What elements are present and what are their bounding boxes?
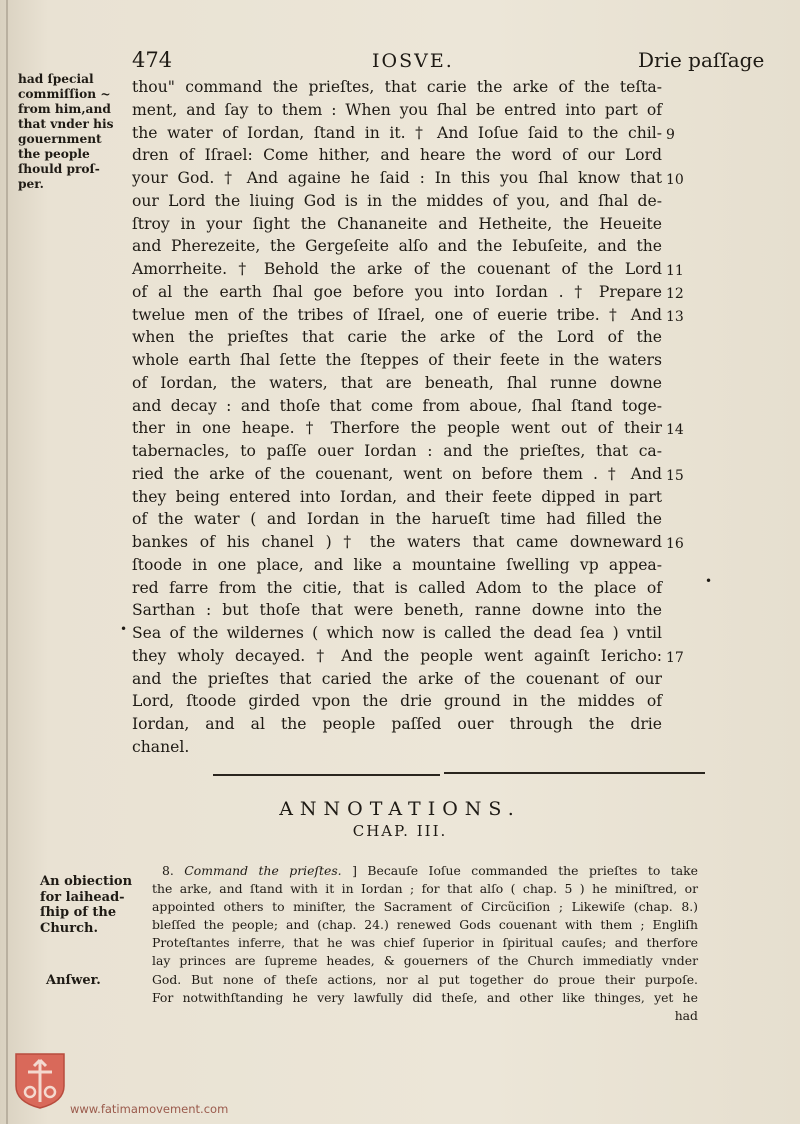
margin-mark: • <box>120 622 128 636</box>
side-note-line: gouernment <box>18 132 102 146</box>
side-note-answer: Anſwer. <box>46 973 101 988</box>
annotations-heading: ANNOTATIONS. <box>279 798 521 820</box>
running-head: Drie paſſage <box>638 48 765 72</box>
annotation-text <box>152 862 698 1025</box>
divider-rule <box>444 772 705 774</box>
text-line: chanel. <box>132 737 190 756</box>
text-line: and decay : and thoſe that come from aboue, ſhal ſtand toge- <box>132 396 662 415</box>
text-line: red farre from the citie, that is called Adom to the place of <box>132 578 662 597</box>
text-line: of Iordan, the waters, that are beneath, ſhal runne downe <box>132 373 662 392</box>
text-line: they being entered into Iordan, and their feete dipped in part <box>132 487 662 506</box>
verse-number: 12 <box>666 285 684 302</box>
watermark-link[interactable]: www.fatimamovement.com <box>70 1102 229 1116</box>
text-line: and the prieſtes that caried the arke of the couenant of our <box>132 669 662 688</box>
text-line: bankes of his chanel ) † the waters that came downeward <box>132 533 662 551</box>
annotation-line: God. But none of theſe actions, nor al put together do proue their purpoſe. <box>152 971 698 987</box>
verse-number: 15 <box>666 467 684 484</box>
side-note-line: ſhould proſ- <box>18 162 100 176</box>
side-note-commission <box>18 72 130 192</box>
verse-number: 13 <box>666 308 684 325</box>
annotation-line: For notwithſtanding he very lawfully did theſe, and other like thinges, yet he <box>152 989 698 1005</box>
fatima-shield-logo-icon[interactable] <box>14 1052 66 1110</box>
text-line: ſtoode in one place, and like a mountaine ſwelling vp appea- <box>132 555 662 574</box>
text-line: and Pherezeite, the Gergeſeite alſo and the Iebuſeite, and the <box>132 237 662 256</box>
text-line: your God. † And againe he ſaid : In this you ſhal know that <box>132 169 662 187</box>
text-line: the water of Iordan, ſtand in it. † And Ioſue ſaid to the chil- <box>132 123 662 142</box>
text-line: thou" command the prieſtes, that carie the arke of the teſta- <box>132 78 662 96</box>
text-line: ried the arke of the couenant, went on before them . † And <box>132 464 662 483</box>
note-number: 8. <box>162 863 185 878</box>
verse-number: 9 <box>666 126 675 143</box>
side-note-line: ſhip of the <box>40 905 117 920</box>
text-line: of al the earth ſhal goe before you into Iordan . † Prepare <box>132 282 662 301</box>
text-line: whole earth ſhal ſette the ſteppes of their feete in the waters <box>132 351 662 369</box>
side-note-line: commiſſion ~ <box>18 87 111 101</box>
text-line: dren of Iſrael: Come hither, and heare the word of our Lord <box>132 146 662 165</box>
text-line: Sarthan : but thoſe that were beneth, ranne downe into the <box>132 601 662 620</box>
annotation-line: bleſſed the people; and (chap. 24.) renewed Gods couenant with them ; Engliſh <box>152 917 698 933</box>
text-line: ſtroy in your ſight the Chananeite and Hetheite, the Heueite <box>132 214 662 233</box>
annotation-line: Proteſtantes inferre, that he was chief ſuperior in ſpiritual cauſes; and therfore <box>152 935 698 951</box>
text-line: Lord, ſtoode girded vpon the drie ground in the middes of <box>132 692 662 711</box>
annotation-line: lay princes are ſupreme heades, & gouerners of the Church immediatly vnder <box>152 953 698 969</box>
text-line: they wholy decayed. † And the people went againſt Iericho: <box>132 646 662 665</box>
verse-number: 16 <box>666 536 684 552</box>
side-note-line: for laihead- <box>40 889 125 905</box>
side-note-objection <box>40 874 150 936</box>
page-spine-line <box>6 0 8 1124</box>
text-line: ther in one heape. † Therfore the people went out of their <box>132 419 662 438</box>
running-title: IOSVE. <box>372 50 454 72</box>
side-note-line: from him,and <box>18 102 111 116</box>
text-line: Sea of the wildernes ( which now is called the dead ſea ) vntil <box>132 624 662 642</box>
side-note-line: the people <box>18 147 90 161</box>
text-line: when the prieſtes that carie the arke of the Lord of the <box>132 328 662 347</box>
side-note-line: had ſpecial <box>18 72 94 86</box>
verse-number: 11 <box>666 263 684 279</box>
text-line: of the water ( and Iordan in the harueſt time had filled the <box>132 510 662 529</box>
text-line: our Lord the liuing God is in the middes of you, and ſhal de- <box>132 191 662 210</box>
verse-number: 10 <box>666 172 684 188</box>
text-line: Amorrheite. † Behold the arke of the couenant of the Lord <box>132 260 662 278</box>
annotation-line: had <box>674 1007 698 1023</box>
margin-mark: • <box>705 574 713 588</box>
note-lemma: Command the prieſtes. <box>184 863 342 878</box>
page-number: 474 <box>132 48 173 72</box>
text-line: ment, and ſay to them : When you ſhal be entred into part of <box>132 100 662 119</box>
annotations-chapter: CHAP. III. <box>352 822 448 840</box>
main-text <box>132 76 662 759</box>
side-note-line: An obiection <box>40 874 133 889</box>
note-text: ] Becauſe Ioſue commanded the prieſtes to take <box>341 863 698 878</box>
side-note-line: Church. <box>40 920 98 936</box>
annotation-line: appointed others to miniſter, the Sacrament of Circũciſion ; Likewiſe (chap. 8.) <box>152 899 698 915</box>
annotation-line <box>152 862 698 880</box>
verse-number: 17 <box>666 649 684 666</box>
side-note-line: per. <box>18 177 44 191</box>
text-line: tabernacles, to paſſe ouer Iordan : and the prieſtes, that ca- <box>132 442 662 460</box>
text-line: twelue men of the tribes of Iſrael, one of euerie tribe. † And <box>132 305 662 324</box>
divider-rule <box>213 774 440 776</box>
annotation-line: the arke, and ſtand with it in Iordan ; for that alſo ( chap. 5 ) he miniſtred, or <box>152 881 698 897</box>
verse-number: 14 <box>666 422 684 439</box>
text-line: Iordan, and al the people paſſed ouer through the drie <box>132 715 662 733</box>
side-note-line: that vnder his <box>18 117 114 131</box>
